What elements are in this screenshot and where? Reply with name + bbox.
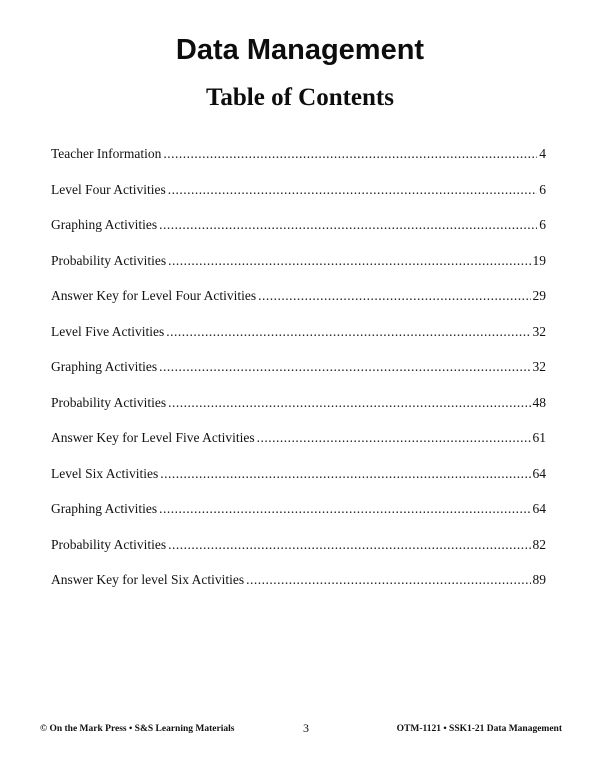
toc-entry-page: 6 (539, 181, 546, 197)
toc-dot-leader (258, 283, 530, 309)
toc-dot-leader (257, 425, 531, 451)
toc-entry (51, 390, 546, 426)
toc-entry-page: 32 (532, 359, 546, 374)
table-of-contents (51, 141, 546, 603)
toc-entry-label: Probability Activities (51, 536, 167, 552)
toc-entry-label: Probability Activities (51, 252, 167, 268)
toc-dot-leader (160, 461, 530, 487)
toc-dot-leader (168, 248, 530, 274)
toc-entry (51, 567, 546, 603)
toc-entry (51, 248, 546, 284)
toc-entry-page: 29 (532, 288, 546, 303)
footer-publisher: © On the Mark Press • S&S Learning Materials (40, 724, 235, 734)
toc-dot-leader (168, 532, 530, 558)
toc-entry-page: 4 (539, 146, 546, 161)
toc-dot-leader (168, 390, 530, 416)
toc-entry (51, 319, 546, 355)
toc-entry-page: 89 (532, 572, 546, 587)
toc-entry-page: 48 (532, 394, 546, 410)
toc-entry-label: Probability Activities (51, 394, 167, 410)
toc-entry-page: 19 (532, 252, 546, 268)
toc-entry (51, 141, 546, 177)
footer-product-code: OTM-1121 • SSK1-21 Data Management (396, 724, 562, 734)
toc-entry-label: Level Four Activities (51, 181, 166, 197)
toc-entry (51, 425, 546, 461)
toc-entry (51, 177, 546, 213)
toc-entry-label: Answer Key for Level Four Activities (51, 288, 257, 303)
toc-entry-label: Graphing Activities (51, 359, 158, 374)
footer-page-number: 3 (303, 721, 309, 735)
toc-entry-label: Level Six Activities (51, 465, 159, 481)
toc-entry-label: Answer Key for Level Five Activities (51, 430, 255, 445)
toc-entry-label: Answer Key for level Six Activities (51, 572, 245, 587)
toc-entry-page: 6 (539, 217, 546, 232)
toc-entry (51, 354, 546, 390)
toc-dot-leader (246, 567, 530, 593)
toc-entry (51, 496, 546, 532)
toc-entry (51, 212, 546, 248)
page-title: Data Management (175, 34, 425, 66)
toc-entry-page: 64 (532, 501, 546, 516)
page-subtitle: Table of Contents (206, 84, 394, 111)
toc-dot-leader (163, 141, 537, 167)
toc-dot-leader (159, 354, 530, 380)
toc-dot-leader (166, 319, 530, 345)
toc-entry (51, 283, 546, 319)
toc-entry-page: 64 (532, 465, 546, 481)
toc-entry (51, 461, 546, 497)
toc-dot-leader (159, 212, 537, 238)
toc-entry-label: Graphing Activities (51, 501, 158, 516)
toc-entry-page: 82 (532, 536, 546, 552)
toc-entry-page: 32 (532, 323, 546, 339)
toc-entry-label: Teacher Information (51, 146, 162, 161)
toc-dot-leader (168, 177, 538, 203)
page-footer (40, 722, 562, 736)
toc-dot-leader (159, 496, 530, 522)
toc-entry (51, 532, 546, 568)
toc-entry-page: 61 (532, 430, 546, 445)
toc-entry-label: Level Five Activities (51, 323, 165, 339)
toc-entry-label: Graphing Activities (51, 217, 158, 232)
